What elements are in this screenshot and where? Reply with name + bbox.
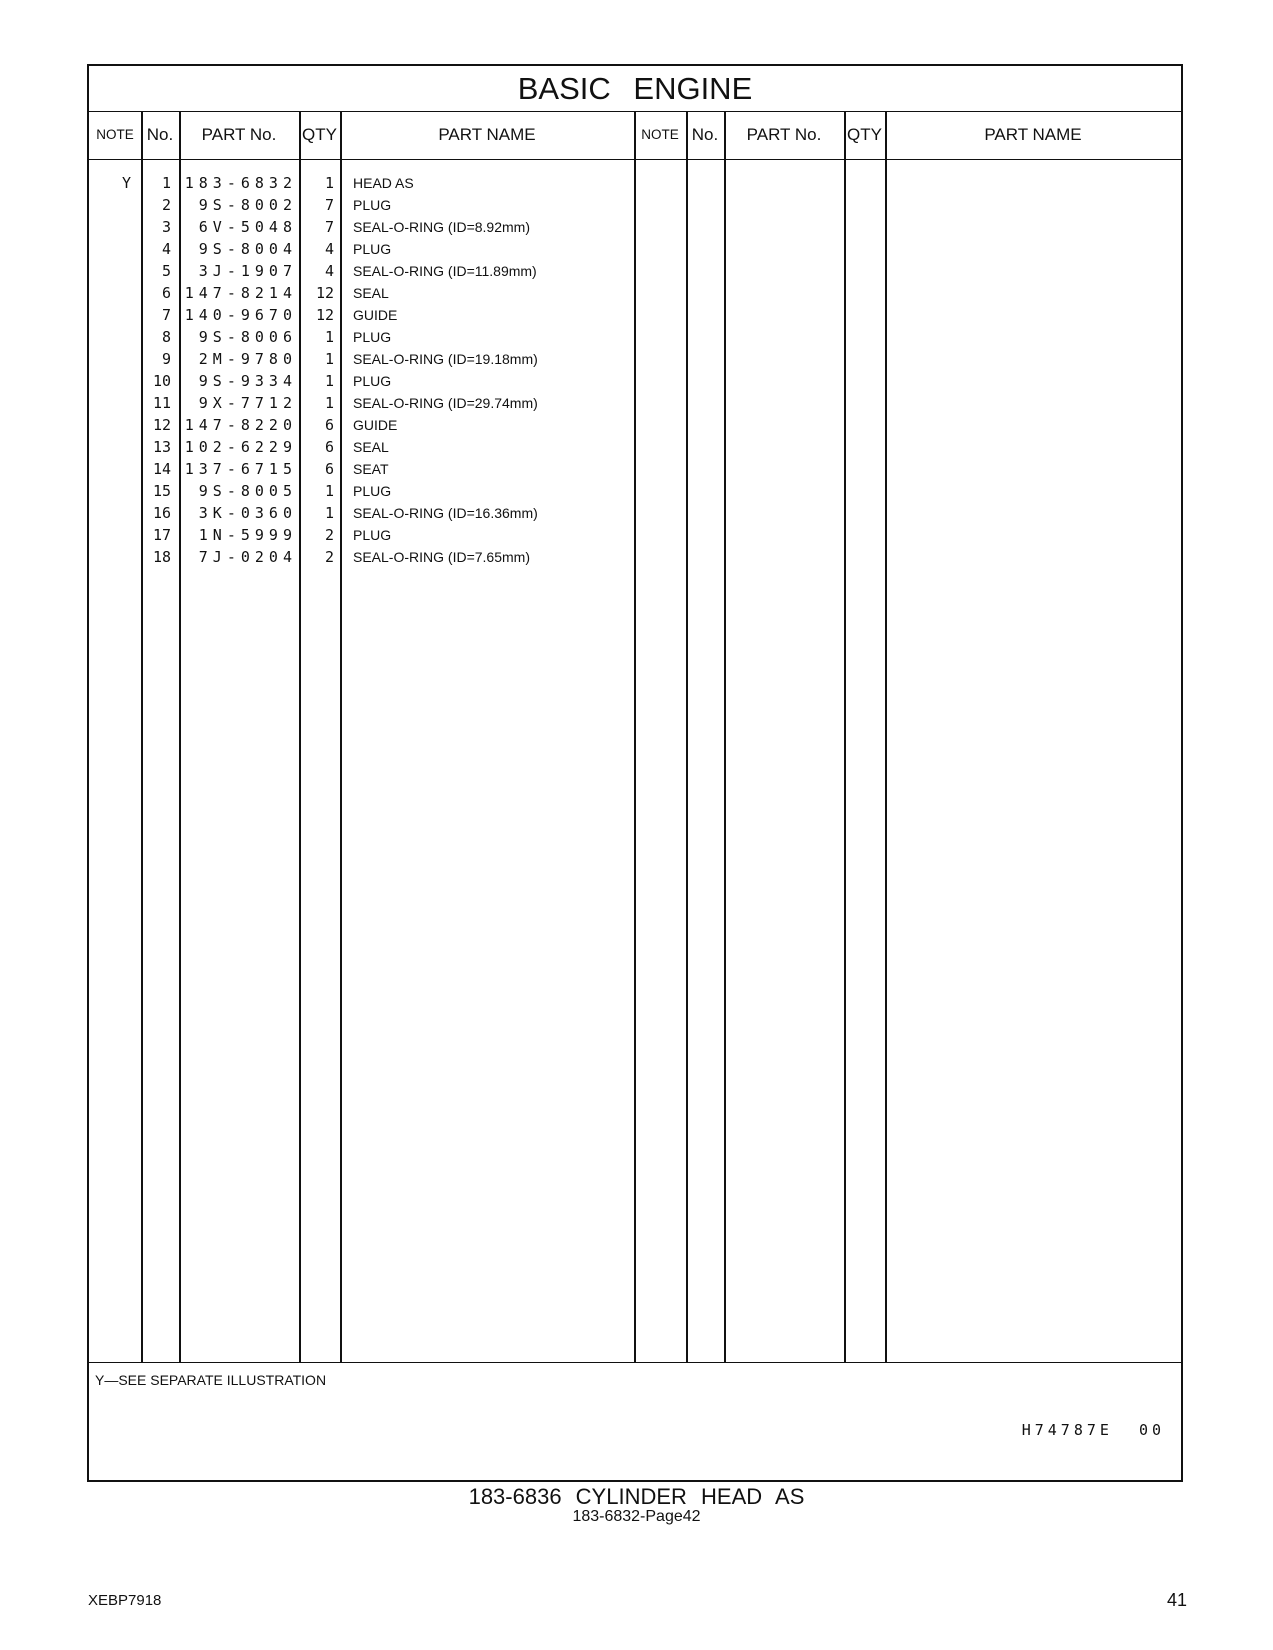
table-row [89,348,1181,371]
table-row [89,502,1181,525]
row-part-number: 147-8220 [184,416,297,434]
row-part-name: SEAL-O-RING (ID=7.65mm) [353,549,530,565]
row-part-number: 102-6229 [184,438,297,456]
row-part-number: 140-9670 [184,306,297,324]
row-quantity: 12 [315,284,334,302]
row-quantity: 12 [315,306,334,324]
row-note [89,414,141,437]
row-part-number: 3K-0360 [198,504,297,522]
table-row [89,414,1181,437]
table-row [89,392,1181,415]
row-note [89,260,141,283]
table-row [89,480,1181,503]
row-part-number: 3J-1907 [198,262,297,280]
row-item-number: 7 [161,306,171,324]
row-part-number: 9S-8002 [198,196,297,214]
row-quantity: 2 [324,526,334,544]
row-part-name: SEAL [353,285,389,301]
row-note [89,326,141,349]
row-part-number: 7J-0204 [198,548,297,566]
section-title: BASIC ENGINE [89,66,1181,112]
row-part-number: 9S-8006 [198,328,297,346]
header-part-no-left: PART No. [201,125,277,144]
page-reference: 183-6832-Page42 [572,1508,701,1525]
row-part-number: 2M-9780 [198,350,297,368]
table-row [89,194,1181,217]
table-row [89,304,1181,327]
row-note [89,502,141,525]
row-item-number: 8 [161,328,171,346]
row-item-number: 15 [152,482,171,500]
row-part-name: PLUG [353,527,392,543]
row-item-number: 10 [152,372,171,390]
table-row [89,524,1181,547]
revision-number: 00 [1138,1421,1165,1439]
row-note [89,348,141,371]
row-item-number: 6 [161,284,171,302]
row-item-number: 1 [161,174,171,192]
row-quantity: 2 [324,548,334,566]
row-part-name: SEAL-O-RING (ID=16.36mm) [353,505,538,521]
row-note [89,282,141,305]
header-no-right: No. [691,125,719,144]
row-quantity: 6 [324,438,334,456]
row-note [89,458,141,481]
row-part-number: 9S-8004 [198,240,297,258]
row-quantity: 1 [324,482,334,500]
note-legend: Y—SEE SEPARATE ILLUSTRATION [95,1372,327,1388]
row-note [89,436,141,459]
table-row [89,370,1181,393]
illustration-number: H74787E [1021,1421,1113,1439]
row-quantity: 1 [324,350,334,368]
document-id: XEBP7918 [88,1592,162,1609]
row-quantity: 7 [324,218,334,236]
row-part-name: SEAL-O-RING (ID=11.89mm) [353,263,537,279]
row-part-number: 9X-7712 [198,394,297,412]
header-part-name-left: PART NAME [438,125,536,144]
row-part-number: 9S-8005 [198,482,297,500]
row-note [89,238,141,261]
row-quantity: 4 [324,262,334,280]
table-row [89,436,1181,459]
header-no-left: No. [146,125,174,144]
header-qty-left: QTY [302,125,337,144]
row-part-number: 137-6715 [184,460,297,478]
row-quantity: 7 [324,196,334,214]
page-number: 41 [1166,1590,1187,1610]
header-part-no-right: PART No. [746,125,822,144]
row-quantity: 6 [324,416,334,434]
row-quantity: 1 [324,372,334,390]
illustration-code [1022,1421,1165,1439]
row-part-name: GUIDE [353,307,398,323]
row-item-number: 11 [152,394,171,412]
row-part-name: PLUG [353,241,392,257]
row-quantity: 4 [324,240,334,258]
header-qty-right: QTY [847,125,882,144]
row-item-number: 12 [152,416,171,434]
row-quantity: 1 [324,328,334,346]
row-note [89,304,141,327]
row-part-name: PLUG [353,329,392,345]
row-item-number: 5 [161,262,171,280]
row-quantity: 6 [324,460,334,478]
table-row [89,458,1181,481]
row-part-name: PLUG [353,483,392,499]
row-note [89,216,141,239]
table-row [89,172,1181,195]
table-row [89,326,1181,349]
row-note [89,370,141,393]
row-item-number: 16 [152,504,171,522]
row-note [89,546,141,569]
table-row [89,282,1181,305]
row-part-number: 147-8214 [184,284,297,302]
row-item-number: 13 [152,438,171,456]
row-item-number: 9 [161,350,171,368]
row-part-name: SEAL [353,439,389,455]
row-quantity: 1 [324,394,334,412]
row-part-number: 6V-5048 [198,218,297,236]
row-part-name: PLUG [353,197,392,213]
header-note-left: NOTE [96,127,134,142]
row-item-number: 2 [161,196,171,214]
row-item-number: 14 [152,460,171,478]
row-quantity: 1 [324,504,334,522]
row-quantity: 1 [324,174,334,192]
row-part-name: SEAL-O-RING (ID=29.74mm) [353,395,538,411]
row-note [89,194,141,217]
row-part-name: GUIDE [353,417,398,433]
header-part-name-right: PART NAME [984,125,1082,144]
row-part-number: 1N-5999 [198,526,297,544]
row-item-number: 3 [161,218,171,236]
row-part-name: SEAL-O-RING (ID=8.92mm) [353,219,530,235]
header-note-right: NOTE [641,127,679,142]
row-part-name: SEAT [353,461,389,477]
row-note [89,524,141,547]
table-row [89,238,1181,261]
row-note [89,480,141,503]
row-part-number: 9S-9334 [198,372,297,390]
row-note: Y [121,174,131,192]
row-part-name: HEAD AS [353,175,414,191]
table-row [89,216,1181,239]
table-footer-divider [89,1362,1181,1363]
row-note [89,392,141,415]
table-row [89,546,1181,569]
parts-table-frame [87,64,1183,1482]
row-part-number: 183-6832 [184,174,297,192]
row-part-name: PLUG [353,373,392,389]
row-item-number: 4 [161,240,171,258]
row-item-number: 18 [152,548,171,566]
row-item-number: 17 [152,526,171,544]
table-row [89,260,1181,283]
assembly-caption: 183-6836 CYLINDER HEAD AS [468,1484,805,1509]
row-part-name: SEAL-O-RING (ID=19.18mm) [353,351,538,367]
